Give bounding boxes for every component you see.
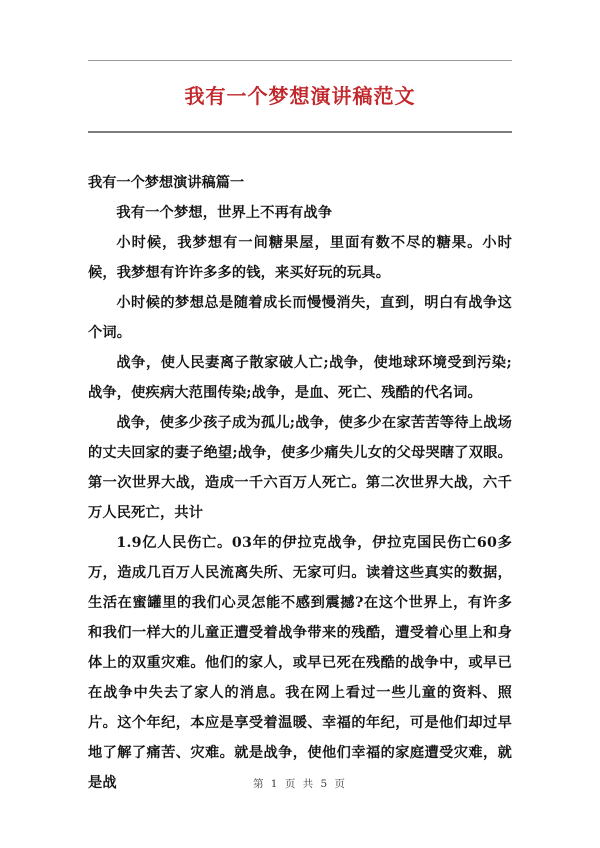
title-block [88,60,512,133]
paragraph-3: 小时候的梦想总是随着成长而慢慢消失，直到，明白有战争这个词。 [88,295,512,341]
section-heading: 我有一个梦想演讲稿篇一 [88,175,245,191]
paragraph-6: 1.9亿人民伤亡。03年的伊拉克战争，伊拉克国民伤亡60多万，造成几百万人民流离失所、无家可归。读着这些真实的数据，生活在蜜罐里的我们心灵怎能不感到震撼?在这个世界上，有许多和我们一样大的儿童正遭受着战争带来的残酷，遭受着心里上和身体上的双重灾难。他们的家人，或早已死在残酷的战争中，或早已在战争中失去了家人的消息。我在网上看过一些儿童的资料、照片。这个年纪，本应是享受着温暖、幸福的年纪，可是他们却过早地了解了痛苦、灾难。就是战争，使他们幸福的家庭遭受灾难，就是战 [88,535,512,791]
paragraph-5: 战争，使多少孩子成为孤儿;战争，使多少在家苦苦等待上战场的丈夫回家的妻子绝望;战争，使多少痛失儿女的父母哭瞎了双眼。第一次世界大战，造成一千六百万人死亡。第二次世界大战，六千万人民死亡，共计 [88,415,512,521]
paragraph-4: 战争，使人民妻离子散家破人亡;战争，使地球环境受到污染;战争，使疾病大范围传染;战争，是血、死亡、残酷的代名词。 [88,355,512,401]
body-top-spacer [88,138,512,168]
document-body [88,138,512,798]
title-rule-top [88,60,512,61]
page-title: 我有一个梦想演讲稿范文 [184,84,416,109]
page-footer: 第 1 页 共 5 页 [252,778,348,790]
paragraph-2: 小时候，我梦想有一间糖果屋，里面有数不尽的糖果。小时候，我梦想有许许多多的钱，来买好玩的玩具。 [88,235,512,281]
title-rule-bottom [88,131,512,133]
paragraph-1: 我有一个梦想，世界上不再有战争 [116,205,333,221]
